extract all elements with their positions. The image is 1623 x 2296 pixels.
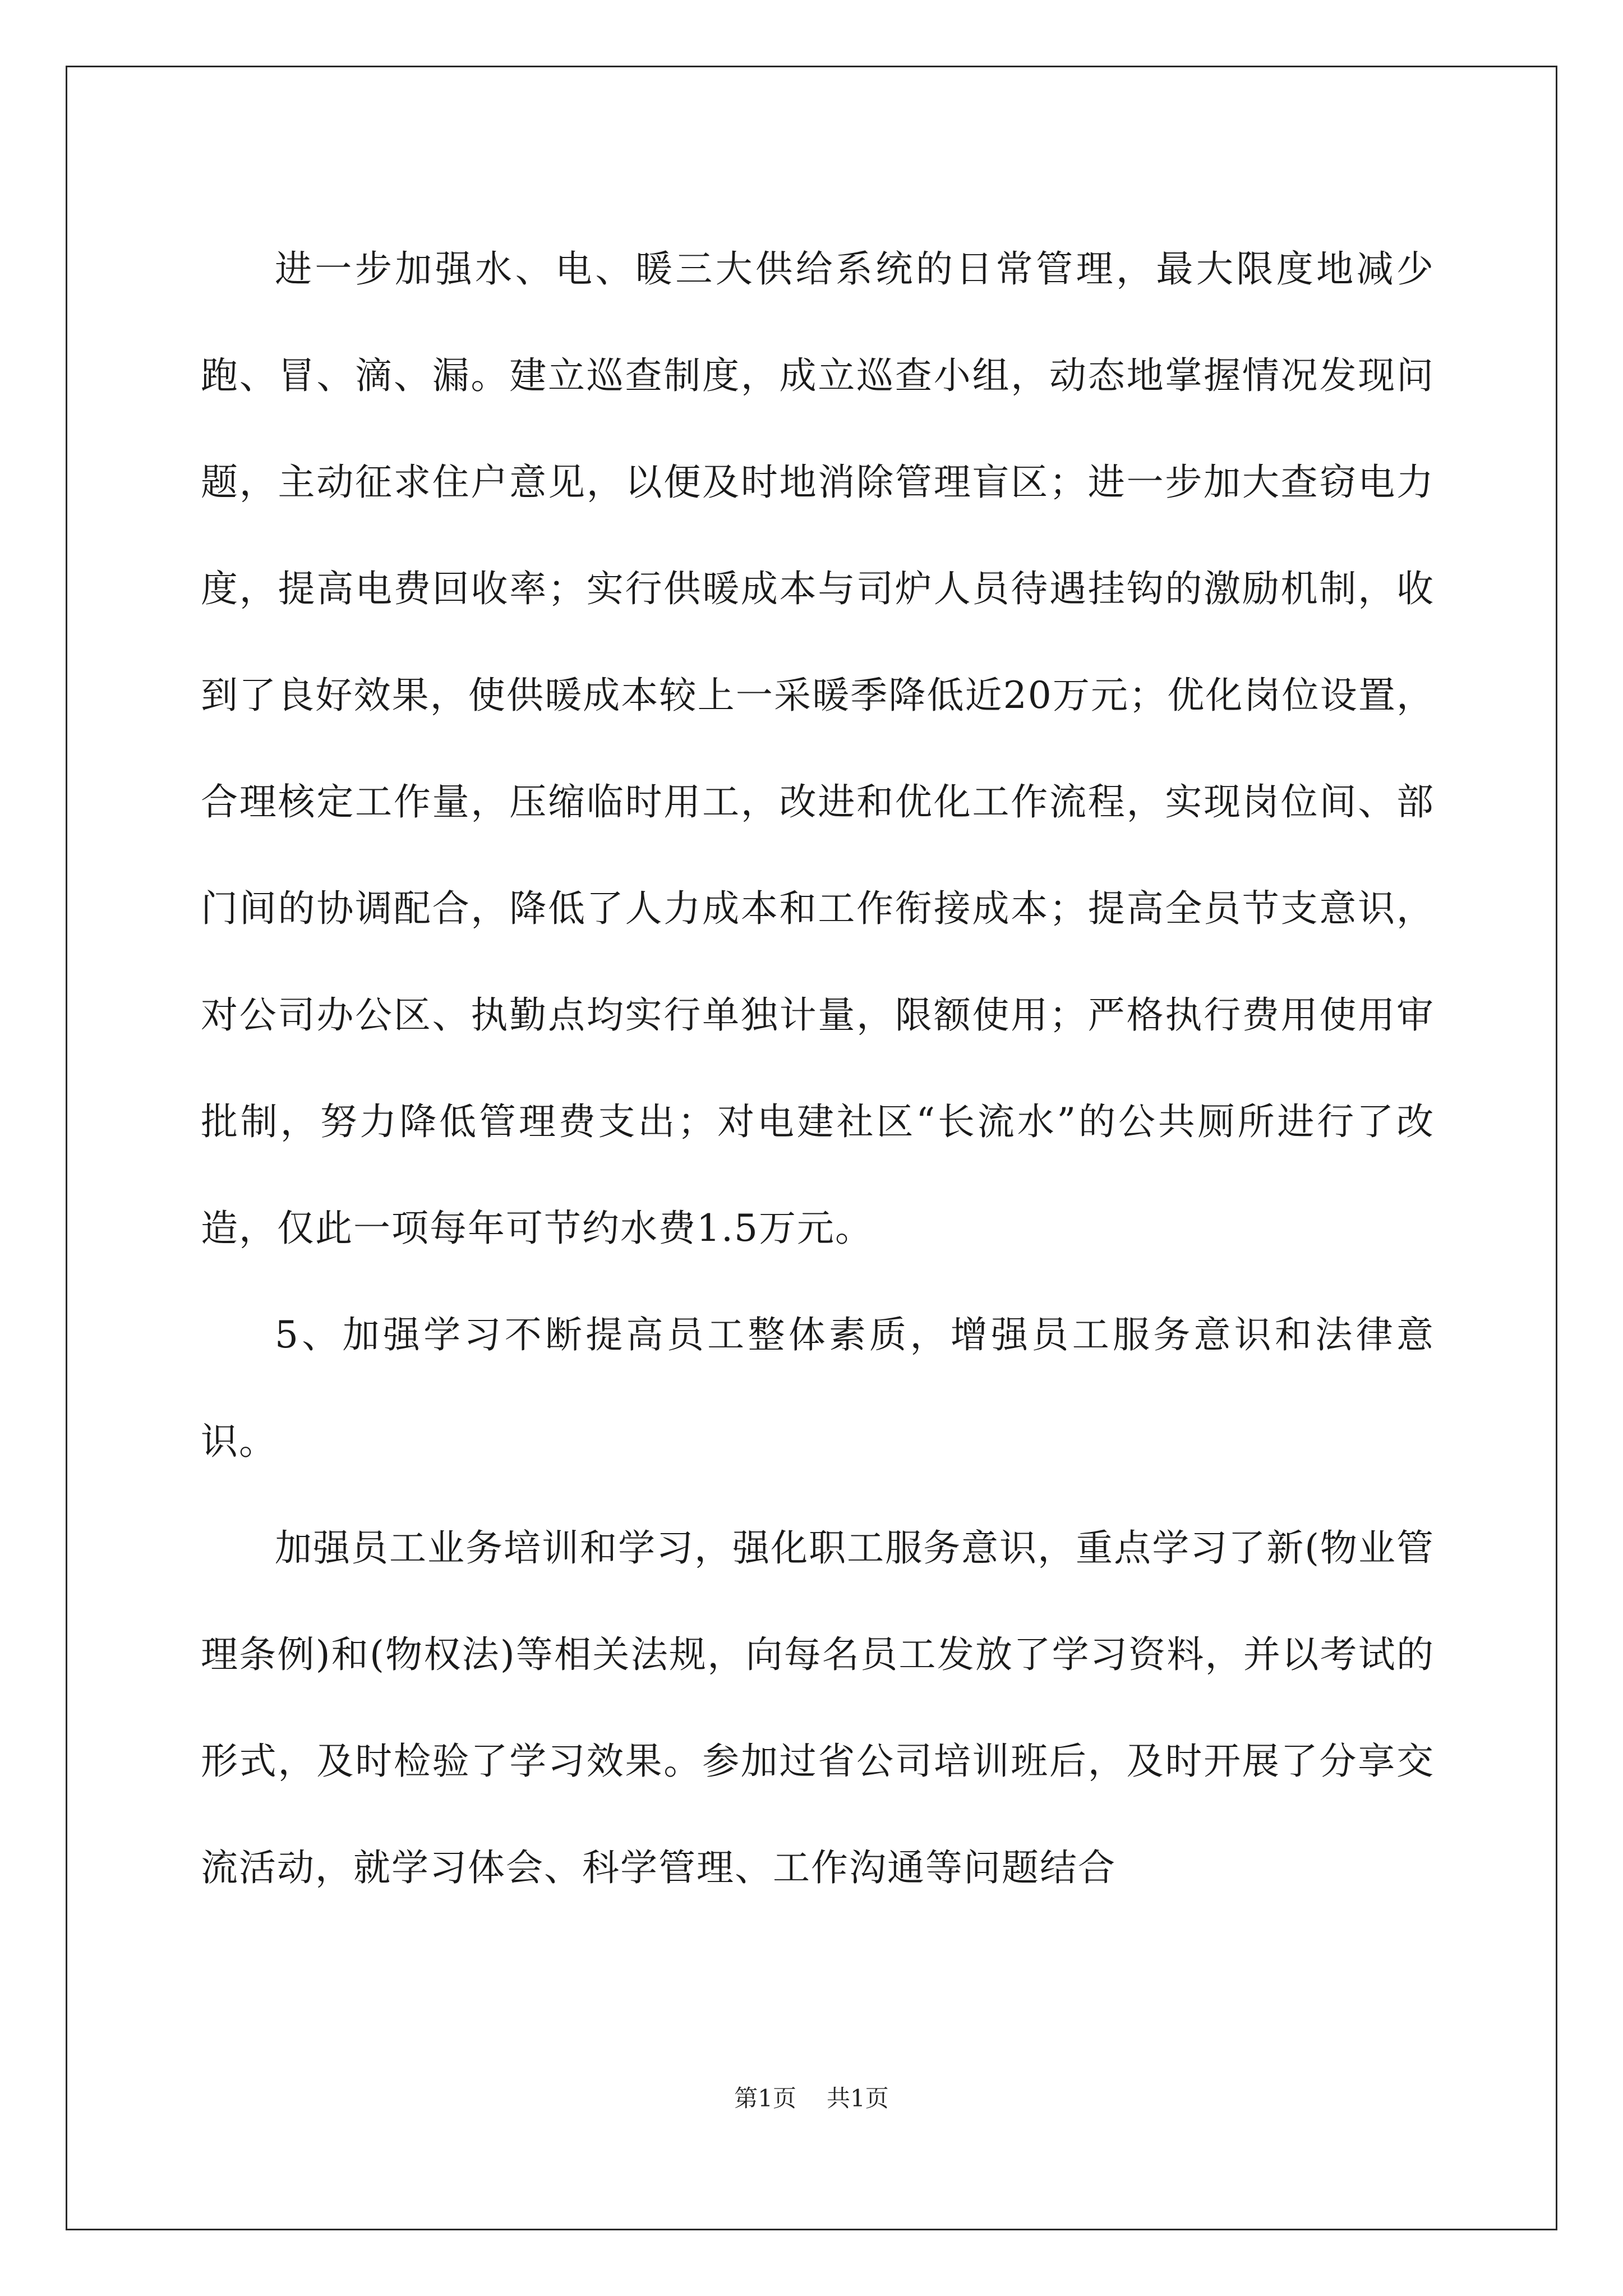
page-footer xyxy=(0,2080,1623,2114)
page-number: 第1页 xyxy=(734,2085,796,2112)
document-body xyxy=(201,216,1435,1921)
paragraph-staff-training: 加强员工业务培训和学习，强化职工服务意识，重点学习了新(物业管理条例)和(物权法)等相关法规，向每名员工发放了学习资料，并以考试的形式，及时检验了学习效果。参加过省公司培训班后，及时开展了分享交流活动，就学习体会、科学管理、工作沟通等问题结合 xyxy=(201,1526,1435,1889)
paragraph-section-5-heading: 5、加强学习不断提高员工整体素质，增强员工服务意识和法律意识。 xyxy=(201,1313,1435,1463)
paragraph-cost-control: 进一步加强水、电、暖三大供给系统的日常管理，最大限度地减少跑、冒、滴、漏。建立巡查制度，成立巡查小组，动态地掌握情况发现问题，主动征求住户意见，以便及时地消除管理盲区；进一步加大查窃电力度，提高电费回收率；实行供暖成本与司炉人员待遇挂钩的激励机制，收到了良好效果，使供暖成本较上一采暖季降低近20万元；优化岗位设置，合理核定工作量，压缩临时用工，改进和优化工作流程，实现岗位间、部门间的协调配合，降低了人力成本和工作衔接成本；提高全员节支意识，对公司办公区、执勤点均实行单独计量，限额使用；严格执行费用使用审批制，努力降低管理费支出；对电建社区“长流水”的公共厕所进行了改造，仅此一项每年可节约水费1.5万元。 xyxy=(201,247,1435,1250)
page-total: 共1页 xyxy=(827,2085,889,2112)
